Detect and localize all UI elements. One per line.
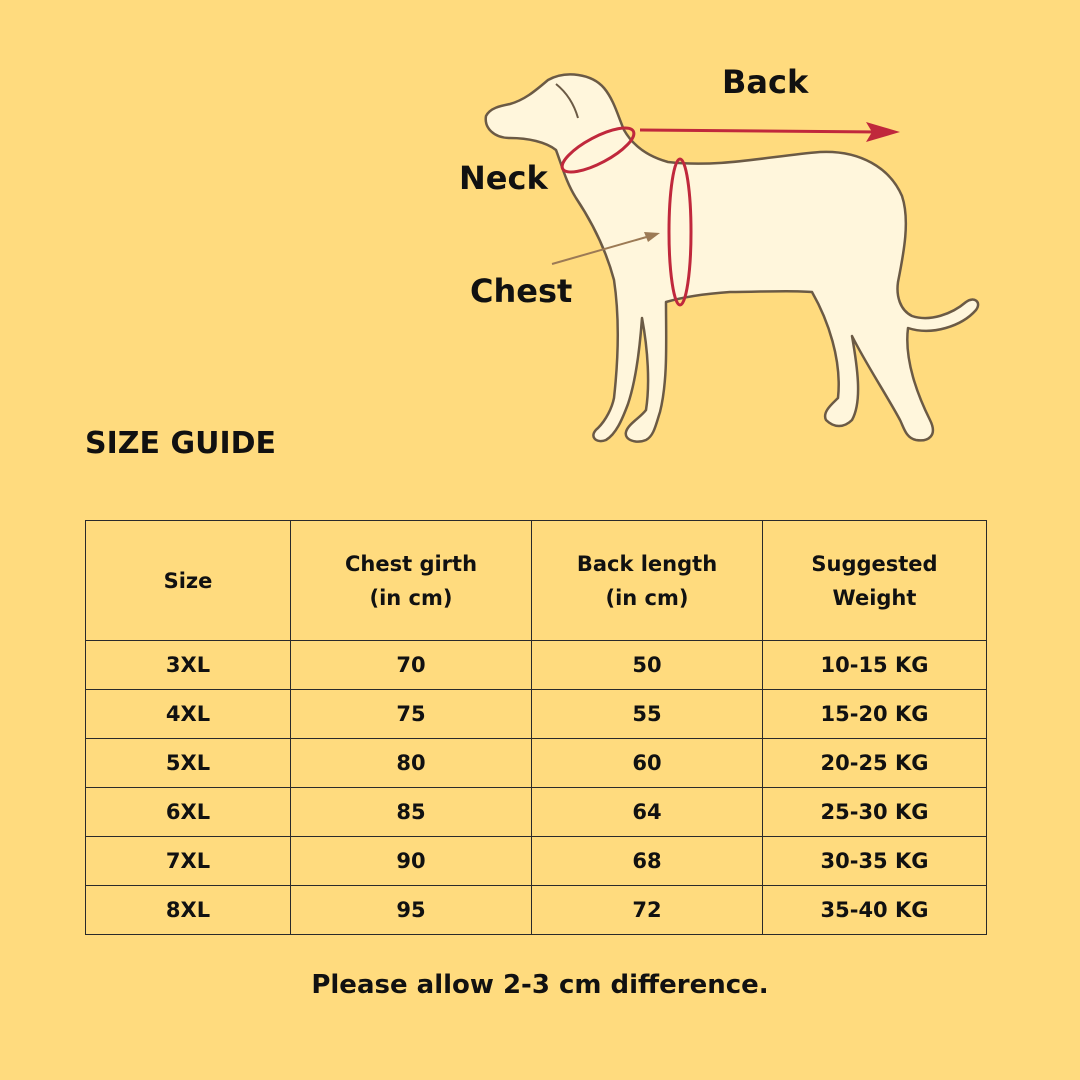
cell-back-length: 55 [532, 690, 763, 739]
header-back-line-2: (in cm) [605, 585, 689, 610]
cell-back-length: 50 [532, 641, 763, 690]
cell-weight: 35-40 KG [763, 886, 987, 935]
cell-size: 8XL [86, 886, 291, 935]
cell-chest-girth: 80 [291, 739, 532, 788]
back-label: Back [722, 63, 809, 101]
table-row [86, 886, 987, 935]
header-chest-girth [291, 521, 532, 641]
cell-chest-girth: 75 [291, 690, 532, 739]
header-weight-line-2: Weight [832, 585, 917, 610]
table-row [86, 690, 987, 739]
cell-weight: 30-35 KG [763, 837, 987, 886]
header-chest-line-2: (in cm) [369, 585, 453, 610]
table-row [86, 788, 987, 837]
table-row [86, 837, 987, 886]
cell-back-length: 60 [532, 739, 763, 788]
cell-chest-girth: 85 [291, 788, 532, 837]
dog-measurement-diagram [0, 0, 1080, 470]
cell-size: 4XL [86, 690, 291, 739]
cell-size: 7XL [86, 837, 291, 886]
cell-weight: 15-20 KG [763, 690, 987, 739]
header-size-line-1: Size [163, 568, 213, 593]
cell-weight: 25-30 KG [763, 788, 987, 837]
back-arrow-icon [640, 122, 900, 142]
cell-size: 6XL [86, 788, 291, 837]
table-row [86, 641, 987, 690]
header-back-line-1: Back length [576, 551, 718, 576]
page-title: SIZE GUIDE [85, 426, 277, 461]
header-back-length [532, 521, 763, 641]
header-suggested-weight [763, 521, 987, 641]
cell-size: 3XL [86, 641, 291, 690]
header-size [86, 521, 291, 641]
cell-weight: 20-25 KG [763, 739, 987, 788]
cell-chest-girth: 95 [291, 886, 532, 935]
neck-label: Neck [459, 159, 548, 197]
header-weight-line-1: Suggested [811, 551, 938, 576]
size-table [85, 520, 987, 935]
cell-back-length: 64 [532, 788, 763, 837]
cell-size: 5XL [86, 739, 291, 788]
header-chest-line-1: Chest girth [344, 551, 478, 576]
chest-label: Chest [470, 272, 573, 310]
cell-chest-girth: 90 [291, 837, 532, 886]
cell-chest-girth: 70 [291, 641, 532, 690]
table-row [86, 739, 987, 788]
cell-back-length: 72 [532, 886, 763, 935]
cell-back-length: 68 [532, 837, 763, 886]
cell-weight: 10-15 KG [763, 641, 987, 690]
table-header-row [86, 521, 987, 641]
tolerance-note: Please allow 2-3 cm difference. [311, 970, 769, 1000]
